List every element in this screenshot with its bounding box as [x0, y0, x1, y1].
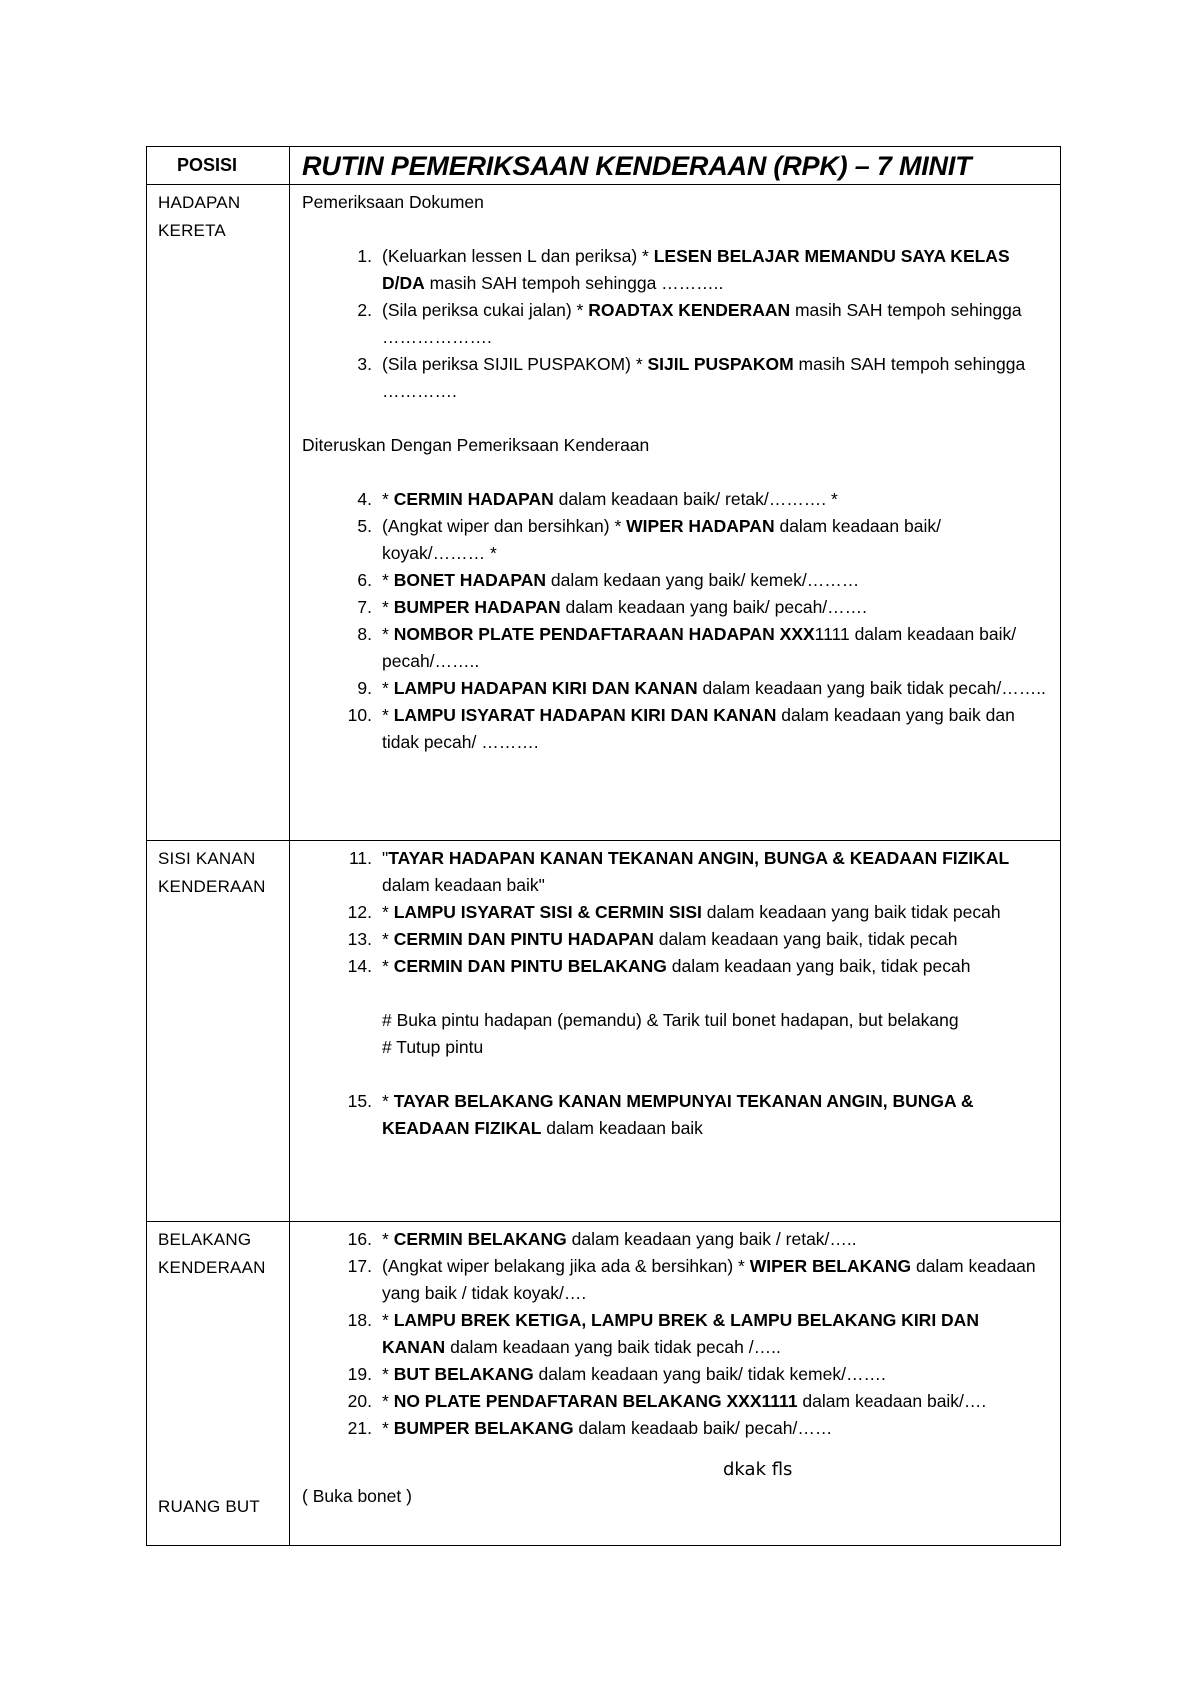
list-item: 2. (Sila periksa cukai jalan) * ROADTAX KENDERAAN masih SAH tempoh sehingga ……………….	[357, 300, 1022, 347]
list-item: 15. * TAYAR BELAKANG KANAN MEMPUNYAI TEKANAN ANGIN, BUNGA & KEADAAN FIZIKAL dalam keadaan baik	[347, 1091, 974, 1138]
position-header: POSISI	[147, 147, 290, 185]
boot-instruction: ( Buka bonet )	[302, 1486, 412, 1506]
section-right-side	[147, 841, 1061, 1222]
list-item: 18. * LAMPU BREK KETIGA, LAMPU BREK & LAMPU BELAKANG KIRI DAN KANAN dalam keadaan yang baik tidak pecah /…..	[347, 1310, 979, 1357]
list-item: 17. (Angkat wiper belakang jika ada & bersihkan) * WIPER BELAKANG dalam keadaan yang baik / tidak koyak/….	[347, 1256, 1036, 1303]
content-front	[290, 185, 1061, 841]
instruction-note-close-door: # Tutup pintu	[382, 1037, 484, 1057]
section-front	[147, 185, 1061, 841]
list-item: 3. (Sila periksa SIJIL PUSPAKOM) * SIJIL PUSPAKOM masih SAH tempoh sehingga ………….	[357, 354, 1026, 401]
list-item: 13. * CERMIN DAN PINTU HADAPAN dalam keadaan yang baik, tidak pecah	[347, 929, 958, 949]
list-item: 11. "TAYAR HADAPAN KANAN TEKANAN ANGIN, BUNGA & KEADAAN FIZIKAL dalam keadaan baik"	[348, 848, 1010, 895]
content-rear	[290, 1222, 1061, 1546]
position-front-line1: HADAPAN	[158, 193, 241, 212]
signature-line	[302, 1456, 1046, 1483]
right-side-list	[302, 845, 1046, 980]
rear-list	[302, 1226, 1046, 1442]
list-item: 9. * LAMPU HADAPAN KIRI DAN KANAN dalam keadaan yang baik tidak pecah/……..	[357, 678, 1046, 698]
position-right-line2: KENDERAAN	[158, 877, 266, 896]
list-item: 5. (Angkat wiper dan bersihkan) * WIPER HADAPAN dalam keadaan baik/ koyak/……… *	[357, 516, 941, 563]
handwritten-note: dkak fls	[723, 1459, 793, 1480]
list-item: 6. * BONET HADAPAN dalam kedaan yang baik/ kemek/………	[357, 570, 860, 590]
position-right-line1: SISI KANAN	[158, 849, 256, 868]
right-side-list-2	[302, 1088, 1046, 1142]
doc-check-list	[302, 243, 1046, 405]
position-front	[147, 185, 290, 841]
list-item: 16. * CERMIN BELAKANG dalam keadaan yang baik / retak/…..	[347, 1229, 857, 1249]
doc-check-heading: Pemeriksaan Dokumen	[302, 192, 484, 212]
vehicle-check-heading: Diteruskan Dengan Pemeriksaan Kenderaan	[302, 435, 650, 455]
list-item: 8. * NOMBOR PLATE PENDAFTARAAN HADAPAN XXX1111 dalam keadaan baik/ pecah/……..	[357, 624, 1017, 671]
list-item: 20. * NO PLATE PENDAFTARAN BELAKANG XXX1111 dalam keadaan baik/….	[347, 1391, 987, 1411]
list-item: 12. * LAMPU ISYARAT SISI & CERMIN SISI dalam keadaan yang baik tidak pecah	[347, 902, 1001, 922]
list-item: 19. * BUT BELAKANG dalam keadaan yang baik/ tidak kemek/…….	[347, 1364, 886, 1384]
list-item: 21. * BUMPER BELAKANG dalam keadaab baik/ pecah/……	[347, 1418, 833, 1438]
list-item: 14. * CERMIN DAN PINTU BELAKANG dalam keadaan yang baik, tidak pecah	[347, 956, 971, 976]
header-row	[147, 147, 1061, 185]
position-rear-line2: KENDERAAN	[158, 1258, 266, 1277]
position-right-side	[147, 841, 290, 1222]
position-rear	[147, 1222, 290, 1546]
list-item: 10. * LAMPU ISYARAT HADAPAN KIRI DAN KANAN dalam keadaan yang baik dan tidak pecah/ ……….	[347, 705, 1015, 752]
list-item: 4. * CERMIN HADAPAN dalam keadaan baik/ retak/………. *	[357, 489, 838, 509]
section-rear	[147, 1222, 1061, 1546]
position-rear-line1: BELAKANG	[158, 1230, 252, 1249]
vehicle-check-list	[302, 486, 1046, 756]
rpk-table	[146, 146, 1061, 1546]
list-item: 1. (Keluarkan lessen L dan periksa) * LESEN BELAJAR MEMANDU SAYA KELAS D/DA masih SAH tempoh sehingga ………..	[357, 246, 1010, 293]
position-front-line2: KERETA	[158, 221, 226, 240]
content-right-side	[290, 841, 1061, 1222]
instruction-note-open-door: # Buka pintu hadapan (pemandu) & Tarik tuil bonet hadapan, but belakang	[382, 1010, 959, 1030]
list-item: 7. * BUMPER HADAPAN dalam keadaan yang baik/ pecah/…….	[357, 597, 868, 617]
position-boot: RUANG BUT	[158, 1497, 260, 1516]
document-title: RUTIN PEMERIKSAAN KENDERAAN (RPK) – 7 MINIT	[290, 147, 1061, 185]
